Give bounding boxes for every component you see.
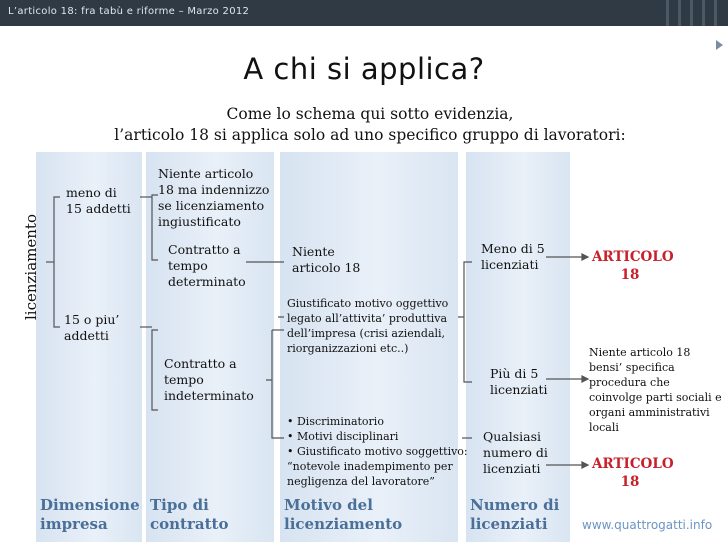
contract-open-label: Contratto a tempo indeterminato xyxy=(164,356,254,403)
contract-fixed-label: Contratto a tempo determinato xyxy=(168,242,246,289)
size-small-label: meno di 15 addetti xyxy=(66,185,131,216)
count-less5-label: Meno di 5 licenziati xyxy=(481,241,545,272)
presentation-title: L’articolo 18: fra tabù e riforme – Marzo 2012 xyxy=(8,6,250,17)
list-item: • Motivi disciplinari xyxy=(287,430,399,443)
reason-subjective-list xyxy=(287,414,468,489)
footer-url: www.quattrogatti.info xyxy=(582,518,713,532)
bracket-size xyxy=(54,197,60,327)
column-label-count: Numero di licenziati xyxy=(470,496,560,533)
column-label-contract: Tipo di contratto xyxy=(150,496,229,533)
bracket-reason xyxy=(266,330,284,438)
count-more5-label: Più di 5 licenziati xyxy=(490,366,548,397)
column-label-reason: Motivo del licenziamento xyxy=(284,496,403,533)
fixed-result-label: Niente articolo 18 xyxy=(292,244,361,275)
size-large-label: 15 o piu’ addetti xyxy=(64,312,120,343)
size-small-result: Niente articolo 18 ma indennizzo se licenziamento ingiustificato xyxy=(158,166,270,229)
result-less5: ARTICOLO 18 xyxy=(592,249,674,283)
arrow-icon xyxy=(582,376,588,382)
count-any-label: Qualsiasi numero di licenziati xyxy=(483,429,548,476)
subtitle-line-1: Come lo schema qui sotto evidenzia, xyxy=(226,105,514,123)
list-item: • Giustificato motivo soggettivo: xyxy=(287,445,468,458)
root-label: licenziamento xyxy=(22,214,40,320)
result-any: ARTICOLO 18 xyxy=(592,456,674,490)
reason-objective: Giustificato motivo oggettivo legato all’attivita’ produttiva dell’impresa (crisi aziendali, riorganizzazioni etc..) xyxy=(287,297,449,355)
arrow-icon xyxy=(582,462,588,468)
bracket-open xyxy=(152,330,158,410)
column-label-size: Dimensione impresa xyxy=(40,496,140,533)
list-item: negligenza del lavoratore” xyxy=(287,475,435,488)
list-item: • Discriminatorio xyxy=(287,415,384,428)
arrow-icon xyxy=(582,254,588,260)
result-more5: Niente articolo 18 bensi’ specifica procedura che coinvolge parti sociali e organi amministrativi locali xyxy=(589,346,722,434)
subtitle-line-2: l’articolo 18 si applica solo ad uno specifico gruppo di lavoratori: xyxy=(114,126,626,144)
slide-title: A chi si applica? xyxy=(243,52,485,86)
list-item: “notevole inadempimento per xyxy=(287,460,453,473)
